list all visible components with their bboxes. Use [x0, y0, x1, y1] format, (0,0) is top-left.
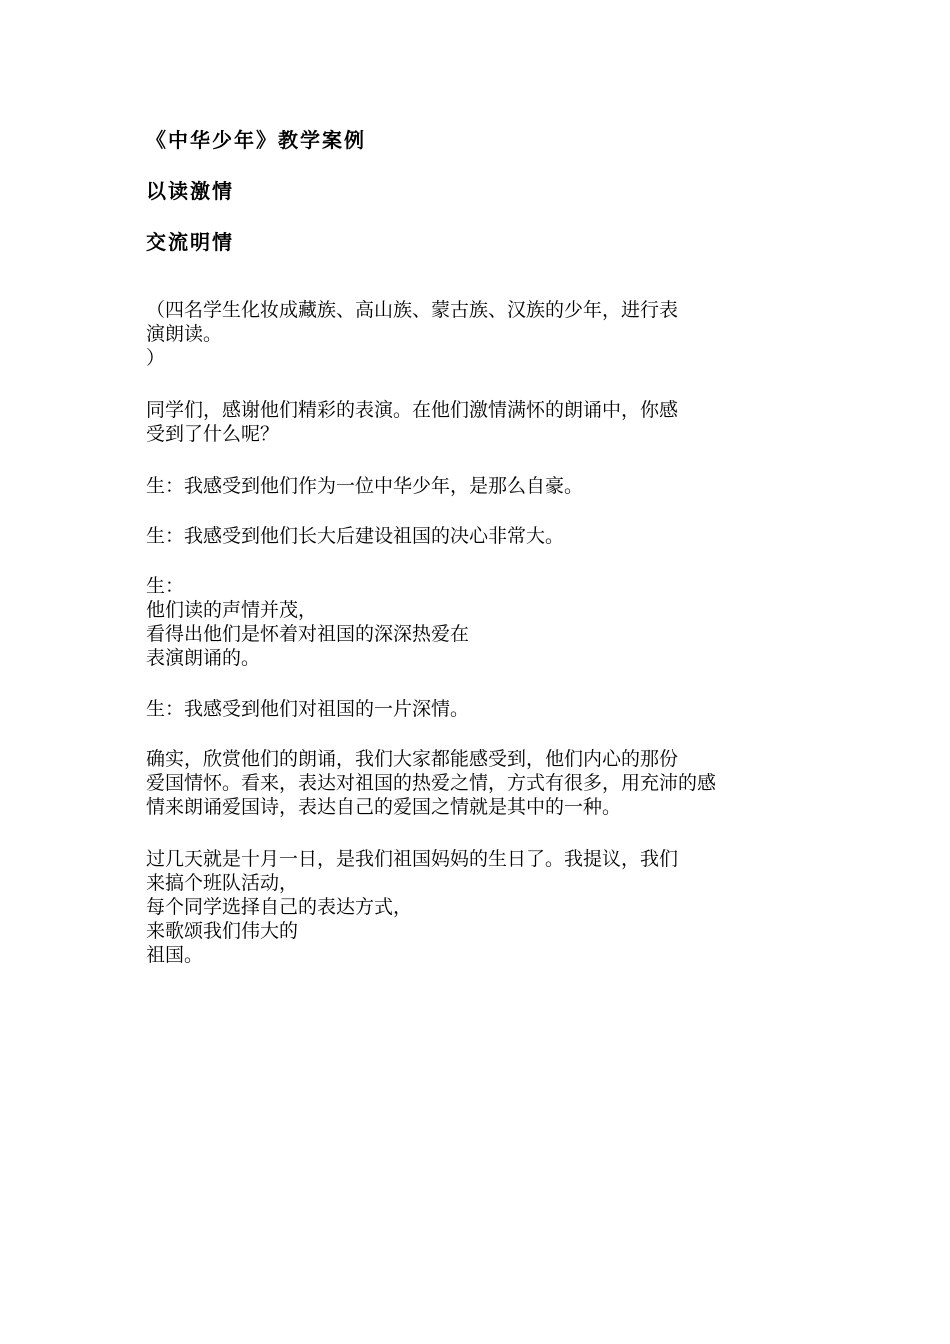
text-line: 祖国。 [146, 944, 204, 966]
paragraph-teacher-summary [146, 747, 716, 819]
paragraph-student-answer-1 [146, 474, 583, 498]
text-line: （四名学生化妆成藏族、高山族、蒙古族、汉族的少年，进行表 [146, 299, 679, 321]
section-heading-exchange: 交流明情 [146, 230, 234, 254]
text-line: 来搞个班队活动， [146, 872, 299, 894]
text-line: 受到了什么呢？ [146, 423, 280, 445]
paragraph-stage-direction [146, 298, 678, 370]
text-line: 同学们，感谢他们精彩的表演。在他们激情满怀的朗诵中，你感 [146, 399, 679, 421]
paragraph-teacher-proposal [146, 847, 678, 967]
text-line: 他们读的声情并茂， [146, 599, 318, 621]
text-line: 表演朗诵的。 [146, 647, 261, 669]
document-title: 《中华少年》教学案例 [146, 128, 366, 152]
text-line: 每个同学选择自己的表达方式， [146, 896, 413, 918]
paragraph-student-answer-2 [146, 524, 564, 548]
text-line: 生：我感受到他们作为一位中华少年，是那么自豪。 [146, 475, 584, 497]
paragraph-student-answer-3 [146, 574, 469, 670]
text-line: 演朗读。 [146, 323, 223, 345]
text-line: 看得出他们是怀着对祖国的深深热爱在 [146, 623, 470, 645]
text-line: 确实，欣赏他们的朗诵，我们大家都能感受到，他们内心的那份 [146, 748, 679, 770]
paragraph-student-answer-4 [146, 697, 469, 721]
text-line: 过几天就是十月一日，是我们祖国妈妈的生日了。我提议，我们 [146, 848, 679, 870]
text-line: 爱国情怀。看来，表达对祖国的热爱之情，方式有很多，用充沛的感 [146, 772, 717, 794]
text-line: 情来朗诵爱国诗，表达自己的爱国之情就是其中的一种。 [146, 796, 622, 818]
text-line: ） [146, 347, 166, 369]
section-heading-read: 以读激情 [146, 179, 234, 203]
text-line: 生： [146, 575, 185, 597]
text-line: 生：我感受到他们对祖国的一片深情。 [146, 698, 470, 720]
text-line: 生：我感受到他们长大后建设祖国的决心非常大。 [146, 525, 565, 547]
text-line: 来歌颂我们伟大的 [146, 920, 299, 942]
paragraph-teacher-question [146, 398, 678, 446]
